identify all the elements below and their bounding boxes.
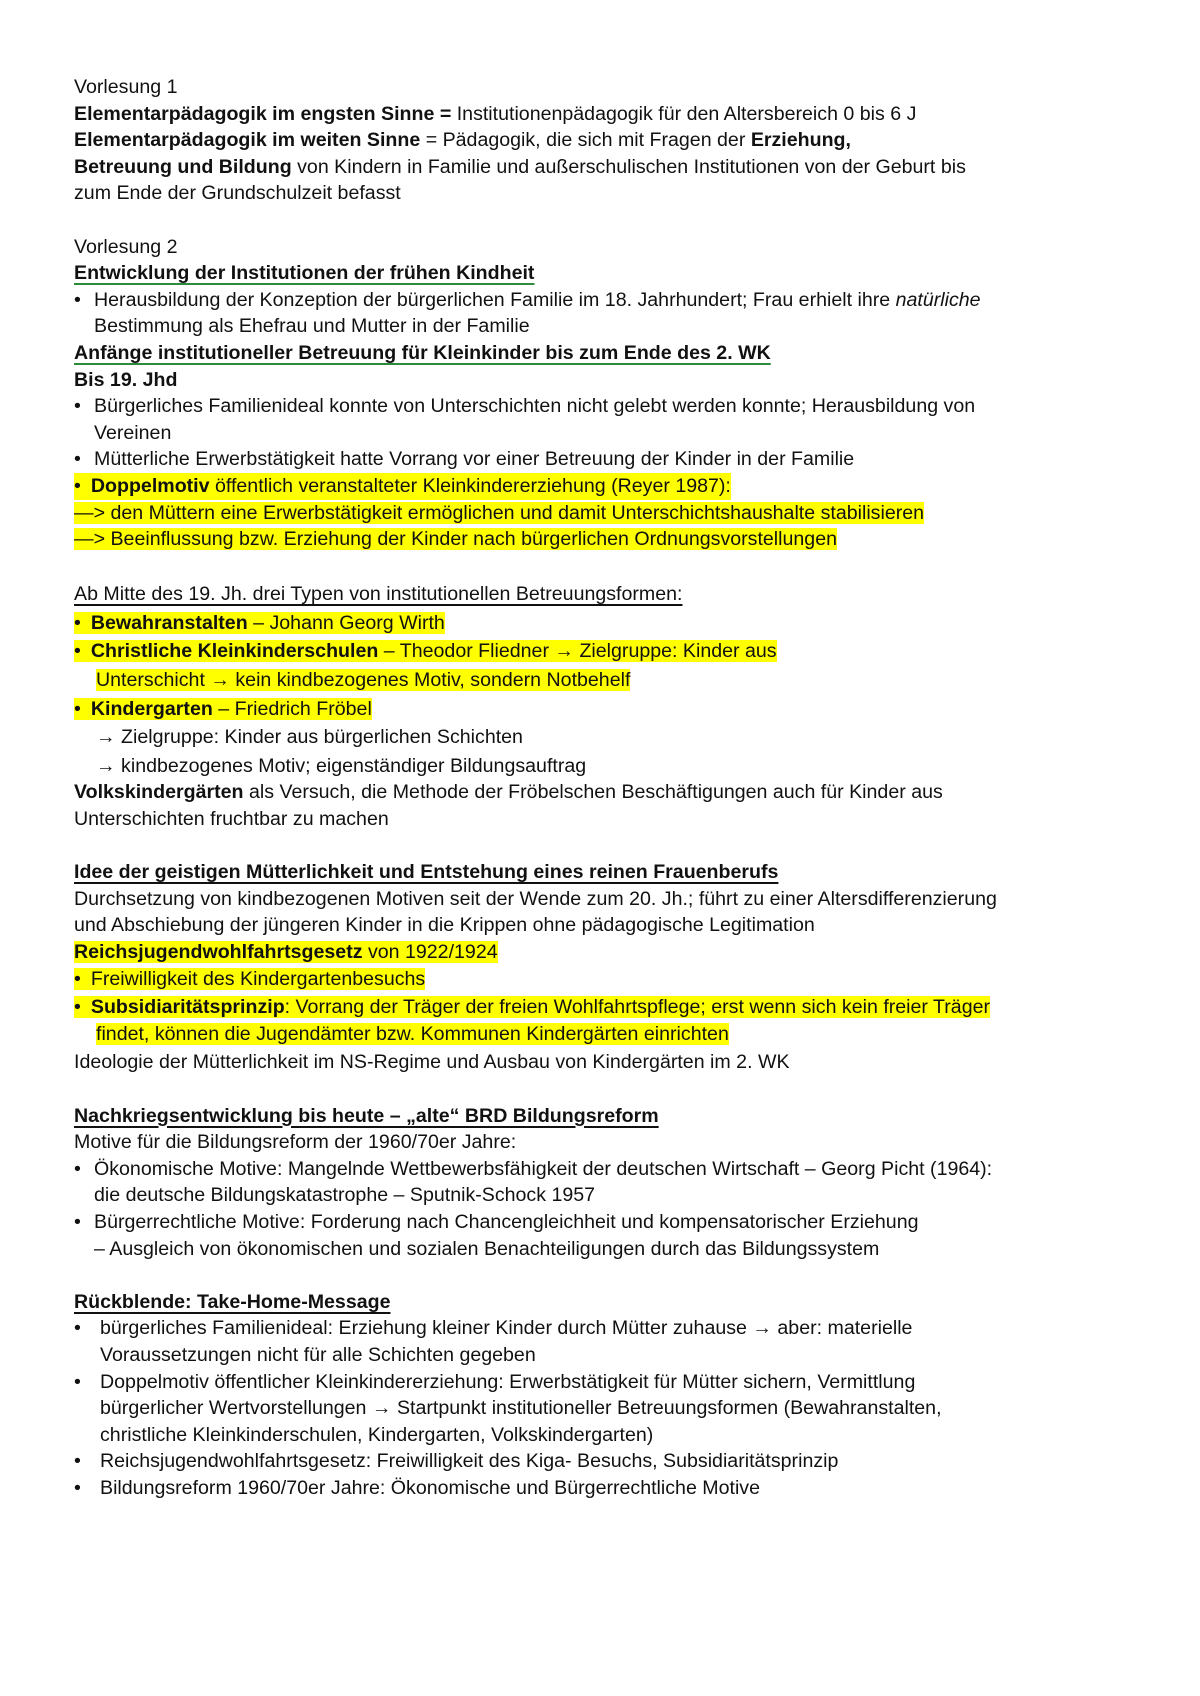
- list-item: [74, 1369, 1134, 1396]
- list-item: [74, 1156, 1134, 1183]
- list-item-text: Ökonomische Motive: Mangelnde Wettbewerbsfähigkeit der deutschen Wirtschaft – Georg Picht (1964):: [94, 1157, 993, 1180]
- term-doppelmotiv: Doppelmotiv: [90, 474, 210, 497]
- list-item-text: Bürgerrechtliche Motive: Forderung nach Chancengleichheit und kompensatorischer Erziehung: [94, 1210, 919, 1233]
- list-item-cont: Unterschicht → kein kindbezogenes Motiv, sondern Notbehelf: [96, 669, 631, 692]
- paragraph-text: und Abschiebung der jüngeren Kinder in die Krippen ohne pädagogische Legitimation: [74, 914, 815, 937]
- list-item-highlighted: [74, 473, 1134, 500]
- list-item-text: Doppelmotiv öffentlicher Kleinkindererziehung: Erwerbstätigkeit für Mütter sichern, Vermittlung: [100, 1370, 916, 1393]
- bullet-icon: •: [74, 1157, 81, 1180]
- list-item-text: Reichsjugendwohlfahrtsgesetz: Freiwilligkeit des Kiga- Besuchs, Subsidiaritätsprinzip: [100, 1450, 839, 1473]
- volkskindergaerten: [74, 779, 1134, 806]
- list-item-cont: christliche Kleinkinderschulen, Kindergarten, Volkskindergarten): [100, 1423, 654, 1446]
- term-kindergarten: Kindergarten: [90, 697, 213, 720]
- list-item: [74, 1315, 1134, 1342]
- bullet-icon: •: [74, 1450, 81, 1473]
- paragraph-text: Motive für die Bildungsreform der 1960/70er Jahre:: [74, 1131, 517, 1154]
- list-item-text: Freiwilligkeit des Kindergartenbesuchs: [90, 967, 426, 990]
- paragraph-text: Durchsetzung von kindbezogenen Motiven seit der Wende zum 20. Jh.; führt zu einer Altersdifferenzierung: [74, 887, 997, 910]
- bullet-icon: •: [74, 996, 81, 1019]
- bullet-icon: •: [74, 640, 81, 663]
- list-item-text: bürgerliches Familienideal: Erziehung kleiner Kinder durch Mütter zuhause → aber: materielle: [100, 1317, 913, 1340]
- list-item-text: – Johann Georg Wirth: [247, 611, 445, 634]
- list-item-text: Mütterliche Erwerbstätigkeit hatte Vorrang vor einer Betreuung der Kinder in der Familie: [94, 448, 855, 471]
- list-item-text: : Vorrang der Träger der freien Wohlfahrtspflege; erst wenn sich kein freier Träger: [284, 996, 991, 1019]
- section-heading-institutionen: Entwicklung der Institutionen der frühen Kindheit: [74, 262, 535, 285]
- list-item: [74, 1475, 1134, 1502]
- section-heading-idee: Idee der geistigen Mütterlichkeit und Entstehung eines reinen Frauenberufs: [74, 861, 779, 884]
- list-item: [74, 393, 1134, 420]
- italic-word: natürliche: [895, 288, 981, 311]
- list-item-text: Bürgerliches Familienideal konnte von Unterschichten nicht gelebt werden konnte; Herausbildung von: [94, 395, 976, 418]
- bullet-icon: •: [74, 288, 81, 311]
- list-item-cont: Voraussetzungen nicht für alle Schichten gegeben: [100, 1343, 536, 1366]
- bullet-icon: •: [74, 697, 81, 720]
- list-item: [74, 1448, 1134, 1475]
- bullet-icon: •: [74, 1317, 81, 1340]
- term-wide: Elementarpädagogik im weiten Sinne: [74, 129, 421, 152]
- definition-wide-end: zum Ende der Grundschulzeit befasst: [74, 182, 401, 205]
- bullet-icon: •: [74, 1476, 81, 1499]
- list-item-cont: Bestimmung als Ehefrau und Mutter in der Familie: [94, 315, 530, 338]
- section-heading-anfaenge: Anfänge institutioneller Betreuung für Kleinkinder bis zum Ende des 2. WK: [74, 341, 771, 364]
- bullet-icon: •: [74, 395, 81, 418]
- bullet-icon: •: [74, 1210, 81, 1233]
- list-item-text: – Theodor Fliedner → Zielgruppe: Kinder aus: [378, 640, 777, 663]
- definition-wide-text: = Pädagogik, die sich mit Fragen der: [420, 129, 751, 152]
- bullet-icon: •: [74, 448, 81, 471]
- list-item-sub: → Zielgruppe: Kinder aus bürgerlichen Schichten: [96, 726, 523, 749]
- definition-wide-text2: von Kindern in Familie und außerschulischen Institutionen von der Geburt bis: [291, 155, 966, 178]
- bullet-icon: •: [74, 967, 81, 990]
- term-volkskindergaerten: Volkskindergärten: [74, 781, 244, 804]
- list-item: [74, 287, 1134, 314]
- section-heading-nachkrieg: Nachkriegsentwicklung bis heute – „alte“ BRD Bildungsreform: [74, 1104, 659, 1127]
- arrow-line-1: —> den Müttern eine Erwerbstätigkeit ermöglichen und damit Unterschichtshaushalte stabilisieren: [74, 501, 925, 524]
- list-item-text: öffentlich veranstalteter Kleinkindererziehung (Reyer 1987):: [209, 474, 731, 497]
- paragraph-cont: Unterschichten fruchtbar zu machen: [74, 808, 389, 831]
- term-kleinkinderschulen: Christliche Kleinkinderschulen: [90, 640, 379, 663]
- lecture-2-heading: Vorlesung 2: [74, 235, 178, 258]
- definition-wide-bold2: Betreuung und Bildung: [74, 155, 292, 178]
- list-item: [74, 1209, 1134, 1236]
- list-item-cont: die deutsche Bildungskatastrophe – Sputnik-Schock 1957: [94, 1184, 596, 1207]
- bullet-icon: •: [74, 611, 81, 634]
- list-item-sub: → kindbezogenes Motiv; eigenständiger Bildungsauftrag: [96, 754, 587, 777]
- term-rjwg: Reichsjugendwohlfahrtsgesetz: [74, 941, 363, 963]
- term-narrow: Elementarpädagogik im engsten Sinne =: [74, 102, 452, 125]
- definition-narrow: [74, 101, 1134, 128]
- list-item-cont: – Ausgleich von ökonomischen und sozialen Benachteiligungen durch das Bildungssystem: [94, 1237, 880, 1260]
- term-bewahranstalten: Bewahranstalten: [90, 611, 248, 634]
- lecture-1-heading: Vorlesung 1: [74, 76, 178, 98]
- list-item: [74, 446, 1134, 473]
- definition-wide-bold: Erziehung,: [750, 129, 851, 152]
- definition-wide-cont: [74, 154, 1134, 181]
- list-item-text: Herausbildung der Konzeption der bürgerlichen Familie im 18. Jahrhundert; Frau erhielt ihre: [94, 288, 896, 311]
- bullet-icon: •: [74, 474, 81, 497]
- section-heading-rueckblende: Rückblende: Take-Home-Message: [74, 1290, 391, 1313]
- list-item-cont: findet, können die Jugendämter bzw. Kommunen Kindergärten einrichten: [96, 1022, 729, 1045]
- list-item-text: – Friedrich Fröbel: [212, 697, 372, 720]
- definition-narrow-text: Institutionenpädagogik für den Altersbereich 0 bis 6 J: [451, 102, 917, 125]
- document-page: [74, 74, 1134, 1501]
- bullet-icon: •: [74, 1370, 81, 1393]
- section-heading-typen: Ab Mitte des 19. Jh. drei Typen von institutionellen Betreuungsformen:: [74, 583, 683, 606]
- list-item-text: Bildungsreform 1960/70er Jahre: Ökonomische und Bürgerrechtliche Motive: [100, 1476, 760, 1499]
- definition-wide: [74, 127, 1134, 154]
- term-subsidiaritaet: Subsidiaritätsprinzip: [90, 996, 285, 1019]
- list-item-cont: Vereinen: [94, 421, 172, 444]
- arrow-line-2: —> Beeinflussung bzw. Erziehung der Kinder nach bürgerlichen Ordnungsvorstellungen: [74, 528, 837, 551]
- list-item-cont: bürgerlicher Wertvorstellungen → Startpunkt institutioneller Betreuungsformen (Bewahranstalten,: [100, 1397, 942, 1420]
- paragraph-text: als Versuch, die Methode der Fröbelschen Beschäftigungen auch für Kinder aus: [243, 781, 943, 804]
- subheading-bis-19: Bis 19. Jhd: [74, 368, 178, 391]
- paragraph-text: von 1922/1924: [362, 941, 498, 963]
- paragraph-text: Ideologie der Mütterlichkeit im NS-Regime und Ausbau von Kindergärten im 2. WK: [74, 1051, 790, 1074]
